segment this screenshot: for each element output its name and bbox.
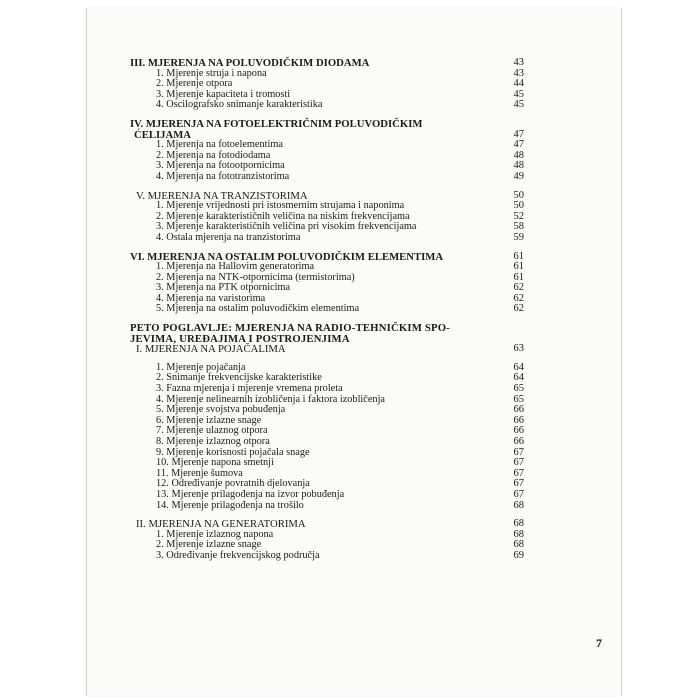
toc-entry-page: 45 [513, 99, 524, 111]
toc-entry-page: 66 [513, 404, 524, 416]
toc-entry-title: V. MJERENJA NA TRANZISTORIMA [136, 189, 308, 202]
toc-entry-title: 1. Mjerenje pojačanja [156, 361, 246, 373]
toc-entry-page: 68 [513, 539, 524, 551]
toc-entry-page: 66 [513, 436, 524, 447]
toc-entry [130, 551, 524, 562]
toc-entry-page: 50 [513, 189, 524, 201]
toc-entry-title: 1. Mjerenje struja i napona [156, 67, 267, 79]
toc-entry [130, 344, 524, 355]
toc-entry-page: 67 [513, 446, 524, 458]
toc-entry-title: 3. Mjerenja na PTK otpornicima [156, 282, 291, 294]
toc-entry-page: 47 [513, 139, 524, 151]
toc-entry-page: 64 [513, 372, 524, 384]
toc-entry-page: 66 [513, 414, 524, 426]
toc-entry-title: 1. Mjerenja na Hallovim generatorima [156, 261, 315, 273]
toc-entry-page: 62 [513, 282, 524, 294]
toc-entry-title: 2. Mjerenje karakterističnih veličina na niskim frekvencijama [156, 210, 410, 222]
toc-entry-page: 62 [513, 292, 524, 304]
toc-entry-page: 68 [513, 528, 524, 540]
toc-entry-page: 48 [513, 160, 524, 172]
toc-entry-page: 62 [513, 303, 524, 315]
toc-entry-title: IV. MJERENJA NA FOTOELEKTRIČNIM POLUVODIČKIM [130, 117, 423, 130]
toc-entry-page: 47 [513, 128, 524, 140]
toc-entry-title: 4. Oscilografsko snimanje karakteristika [156, 99, 323, 111]
toc-entry [130, 100, 524, 111]
toc-entry [130, 119, 524, 130]
toc-entry-title: III. MJERENJA NA POLUVODIČKIM DIODAMA [130, 57, 370, 69]
toc-entry-title: ĆELIJAMA [134, 128, 192, 141]
toc-entry-title: 1. Mjerenje izlaznog napona [156, 528, 274, 540]
toc-entry-title: 8. Mjerenje izlaznog otpora [156, 436, 270, 447]
toc-entry-title: VI. MJERENJA NA OSTALIM POLUVODIČKIM ELEMENTIMA [130, 250, 444, 263]
toc-entry-title: 12. Određivanje povratnih djelovanja [156, 478, 310, 490]
toc-entry-title: JEVIMA, UREĐAJIMA I POSTROJENJIMA [130, 332, 350, 345]
toc-entry-page: 67 [513, 457, 524, 469]
toc-entry-title: 13. Mjerenje prilagođenja na izvor pobuđenja [156, 488, 345, 500]
toc-entry-title: 4. Ostala mjerenja na tranzistorima [156, 231, 301, 243]
toc-entry-title: 4. Mjerenje nelinearnih izobličenja i faktora izobličenja [156, 393, 386, 405]
toc-entry-page: 68 [513, 518, 524, 530]
toc-entry-title: 3. Određivanje frekvencijskog područja [156, 549, 320, 561]
toc-entry [130, 490, 524, 501]
toc-entry-title: 3. Mjerenje kapaciteta i tromosti [156, 88, 291, 100]
toc-entry-title: 14. Mjerenje prilagođenja na trošilo [156, 499, 304, 511]
toc-entry-title: 4. Mjerenja na fototranzistorima [156, 170, 290, 182]
toc-entry-page: 48 [513, 149, 524, 161]
toc-entry-page: 65 [513, 383, 524, 395]
toc-entry-page: 43 [513, 67, 524, 79]
toc-entry-page: 66 [513, 425, 524, 437]
toc-entry-page: 44 [513, 78, 524, 90]
toc-entry-title: 1. Mjerenje vrijednosti pri istosmernim strujama i naponima [156, 200, 405, 212]
toc-entry-page: 50 [513, 200, 524, 212]
toc-entry [130, 437, 524, 448]
toc-entry-page: 45 [513, 88, 524, 100]
toc-entry-page: 65 [513, 393, 524, 405]
toc-entry-page: 67 [513, 478, 524, 490]
toc-entry-title: 2. Mjerenja na fotodiodama [156, 149, 271, 161]
toc-entry-title: 9. Mjerenje korisnosti pojačala snage [156, 446, 310, 458]
toc-entry-page: 67 [513, 488, 524, 500]
toc-entry [130, 233, 524, 244]
toc-entry-title: I. MJERENJA NA POJAČALIMA [136, 343, 286, 356]
toc-entry [130, 501, 524, 512]
toc-entry-title: 6. Mjerenje izlazne snage [156, 414, 262, 426]
toc-entry-page: 52 [513, 210, 524, 222]
toc-entry-title: 11. Mjerenje šumova [156, 467, 243, 479]
toc-entry [130, 304, 524, 315]
toc-entry-title: PETO POGLAVLJE: MJERENJA NA RADIO-TEHNIČKIM SPO- [130, 322, 451, 335]
toc-entry-page: 61 [513, 261, 524, 273]
table-of-contents [130, 58, 524, 562]
toc-entry-page: 67 [513, 467, 524, 479]
toc-entry [130, 172, 524, 183]
toc-entry-title: 2. Mjerenje izlazne snage [156, 539, 262, 551]
page-number: 7 [596, 636, 602, 650]
toc-entry-page: 59 [513, 231, 524, 243]
toc-entry-title: 2. Snimanje frekvencijske karakteristike [156, 372, 322, 384]
toc-entry-page: 43 [513, 57, 524, 68]
toc-entry-title: 10. Mjerenje napona smetnji [156, 457, 274, 469]
toc-entry-page: 63 [513, 343, 524, 355]
toc-entry-title: II. MJERENJA NA GENERATORIMA [136, 518, 306, 531]
toc-entry-title: 3. Fazna mjerenja i mjerenje vremena proleta [156, 383, 343, 395]
toc-entry-title: 7. Mjerenje ulaznog otpora [156, 425, 268, 437]
toc-entry-title: 3. Mjerenja na fotootpornicima [156, 160, 285, 172]
toc-entry [130, 58, 524, 69]
toc-entry-page: 61 [513, 271, 524, 283]
toc-entry-page: 58 [513, 221, 524, 233]
toc-entry-title: 5. Mjerenja na ostalim poluvodičkim elementima [156, 303, 360, 315]
toc-entry-page: 68 [513, 499, 524, 511]
toc-entry-page: 49 [513, 170, 524, 182]
toc-entry-page: 69 [513, 549, 524, 561]
toc-entry-page: 61 [513, 250, 524, 262]
toc-entry-title: 5. Mjerenje svojstva pobuđenja [156, 404, 286, 416]
toc-entry-page: 64 [513, 361, 524, 373]
toc-entry-title: 2. Mjerenja na NTK-otpornicima (termistorima) [156, 271, 355, 283]
toc-entry-title: 1. Mjerenja na fotoelementima [156, 139, 283, 151]
toc-entry-title: 2. Mjerenje otpora [156, 78, 233, 90]
toc-entry-title: 4. Mjerenja na varistorima [156, 292, 266, 304]
toc-entry-title: 3. Mjerenje karakterističnih veličina pri visokim frekvencijama [156, 221, 417, 233]
